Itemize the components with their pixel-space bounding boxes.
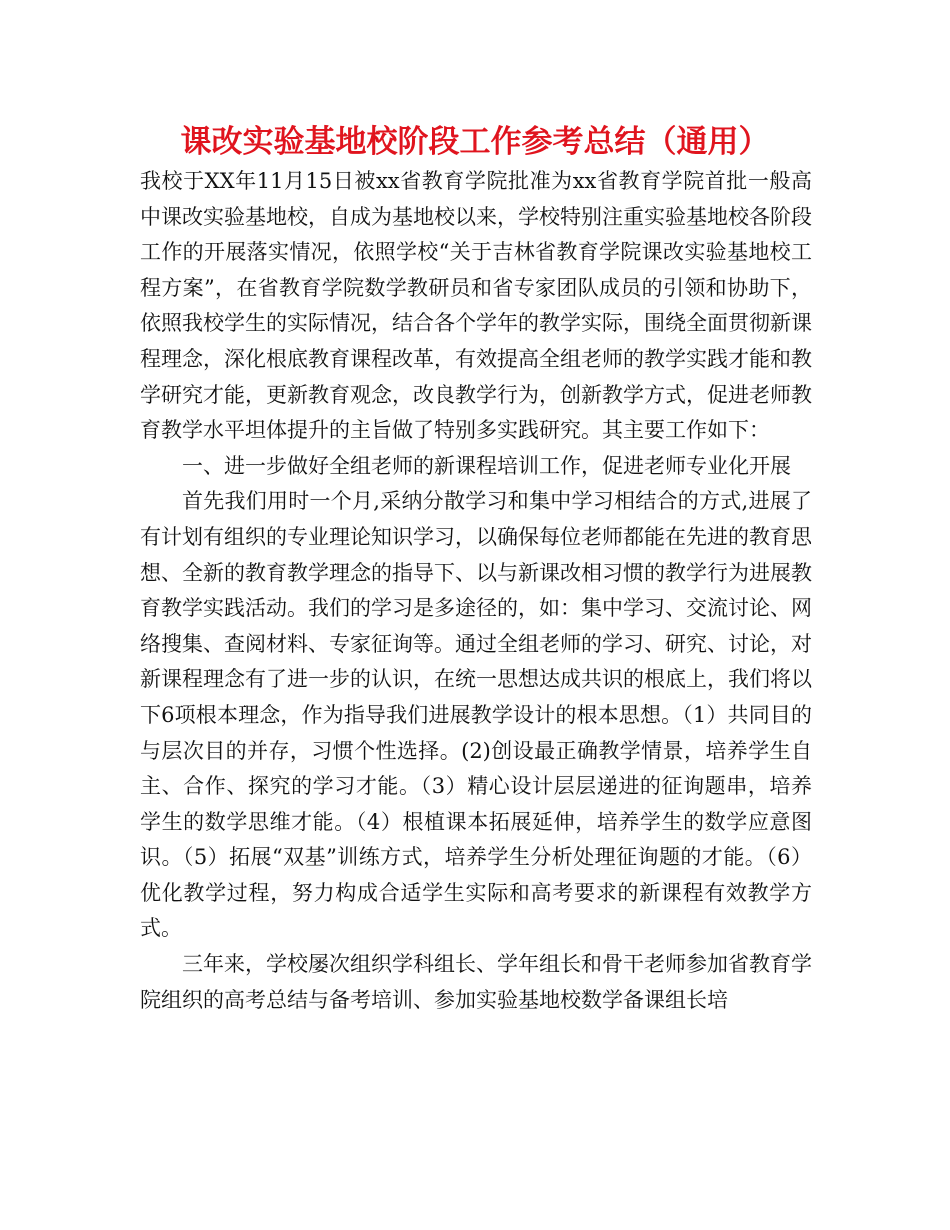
paragraph-three-years: 三年来，学校屡次组织学科组长、学年组长和骨干老师参加省教育学院组织的高考总结与备考培训、参加实验基地校数学备课组长培 xyxy=(140,952,812,1012)
document-body xyxy=(140,164,812,1018)
document-title: 课改实验基地校阶段工作参考总结（通用） xyxy=(180,124,770,160)
paragraph-intro: 我校于XX年11月15日被xx省教育学院批准为xx省教育学院首批一般高中课改实验基地校，自成为基地校以来，学校特别注重实验基地校各阶段工作的开展落实情况，依照学校“关于吉林省教育学院课改实验基地校工程方案”，在省教育学院数学教研员和省专家团队成员的引领和协助下，依照我校学生的实际情况，结合各个学年的教学实际，围绕全面贯彻新课程理念，深化根底教育课程改革，有效提高全组老师的教学实践才能和教学研究才能，更新教育观念，改良教学行为，创新教学方式，促进老师教育教学水平坦体提升的主旨做了特别多实践研究。其主要工作如下： xyxy=(140,169,812,443)
paragraph-training: 首先我们用时一个月,采纳分散学习和集中学习相结合的方式,进展了有计划有组织的专业理论知识学习，以确保每位老师都能在先进的教育思想、全新的教育教学理念的指导下、以与新课改相习惯的教学行为进展教育教学实践活动。我们的学习是多途径的，如：集中学习、交流讨论、网络搜集、查阅材料、专家征询等。通过全组老师的学习、研究、讨论，对新课程理念有了进一步的认识，在统一思想达成共识的根底上，我们将以下6项根本理念，作为指导我们进展教学设计的根本思想。（1）共同目的与层次目的并存，习惯个性选择。(2)创设最正确教学情景，培养学生自主、合作、探究的学习才能。（3）精心设计层层递进的征询题串，培养学生的数学思维才能。（4）根植课本拓展延伸，培养学生的数学应意图识。（5）拓展“双基”训练方式，培养学生分析处理征询题的才能。（6）优化教学过程，努力构成合适学生实际和高考要求的新课程有效教学方式。 xyxy=(140,489,812,941)
section-heading-1: 一、进一步做好全组老师的新课程培训工作，促进老师专业化开展 xyxy=(182,453,791,478)
